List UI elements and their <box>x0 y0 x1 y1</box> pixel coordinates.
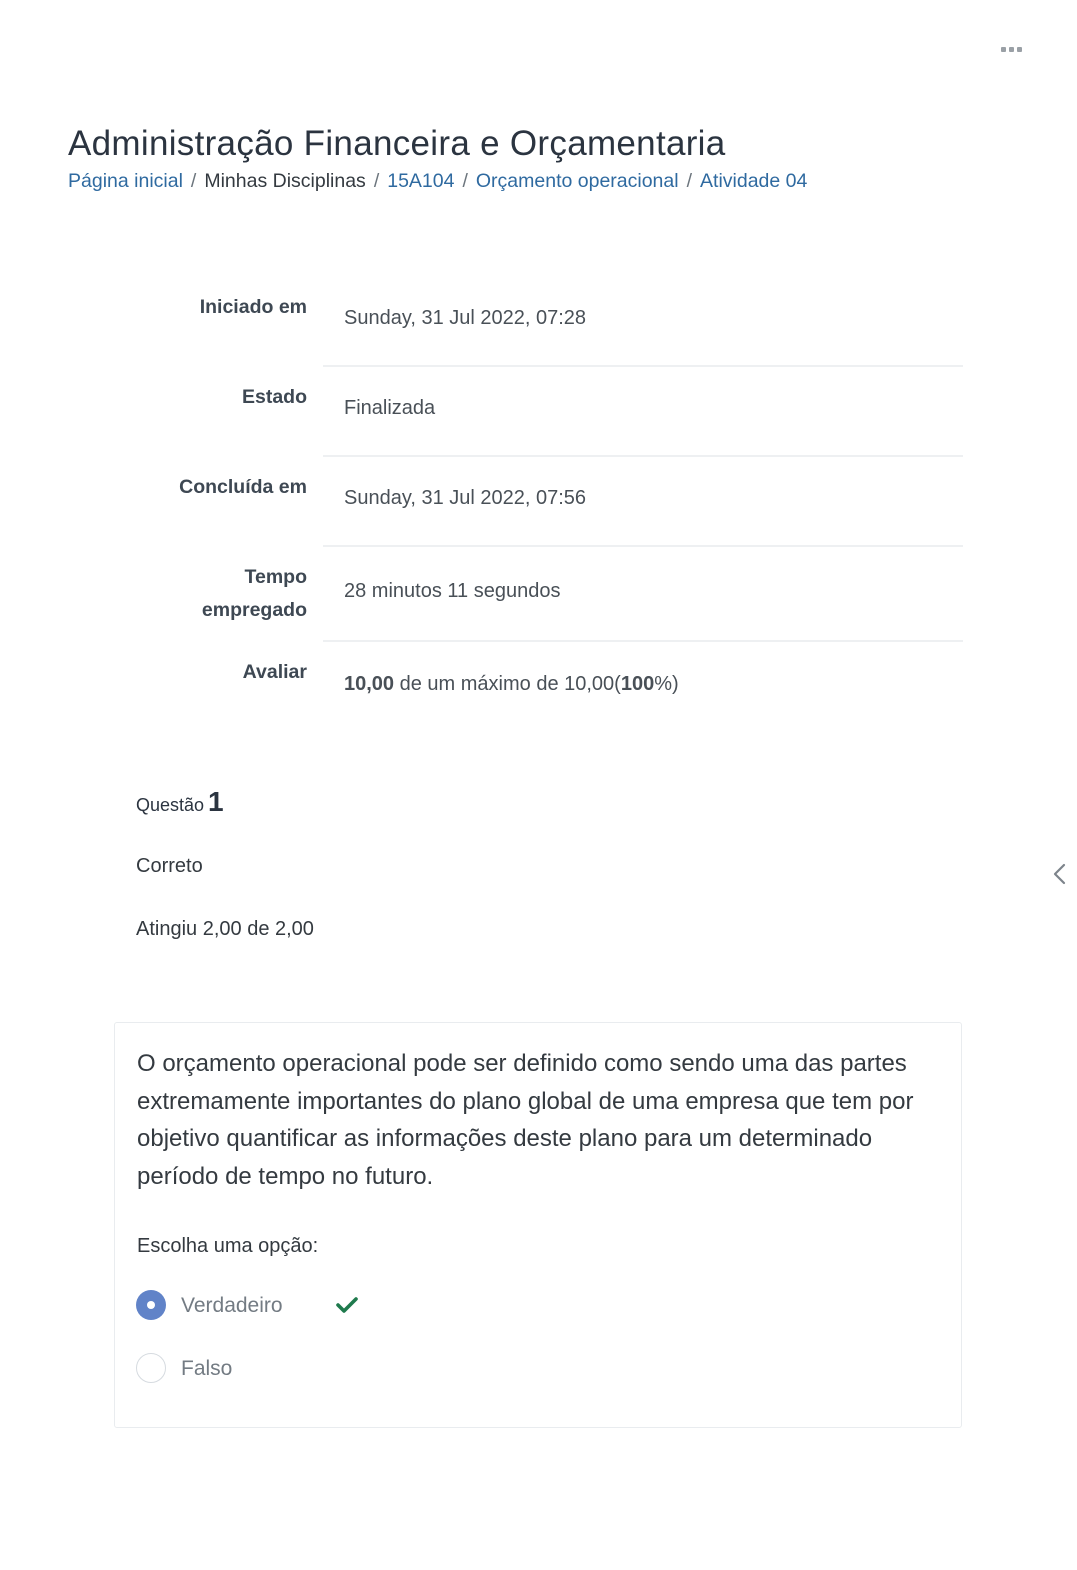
grade-value <box>344 673 679 696</box>
time-label-line2: empregado <box>201 599 307 621</box>
breadcrumb-activity[interactable]: Atividade 04 <box>700 170 808 192</box>
radio-button[interactable] <box>136 1353 166 1383</box>
option-label: Falso <box>181 1357 233 1380</box>
row-divider <box>323 455 963 457</box>
breadcrumb-separator: / <box>190 170 197 192</box>
time-value: 28 minutos 11 segundos <box>344 580 561 602</box>
completed-value: Sunday, 31 Jul 2022, 07:56 <box>344 487 587 509</box>
question-content-box <box>114 1022 962 1428</box>
option-label: Verdadeiro <box>181 1294 283 1317</box>
breadcrumb-section[interactable]: Orçamento operacional <box>475 170 679 192</box>
correct-check-icon <box>336 1296 358 1314</box>
question-number <box>136 786 224 818</box>
row-divider <box>323 365 963 367</box>
breadcrumb-separator: / <box>373 170 380 192</box>
grade-max-text: de um máximo de 10,00( <box>394 673 621 695</box>
question-number-value: 1 <box>208 786 224 817</box>
chevron-left-icon[interactable] <box>1050 862 1070 886</box>
breadcrumb-separator: / <box>686 170 693 192</box>
question-text: O orçamento operacional pode ser definido como sendo uma das partes extremamente importantes do plano global de uma empresa que tem por objetivo quantificar as informações deste plano para um determinado período de tempo no futuro. <box>137 1050 914 1191</box>
started-label: Iniciado em <box>199 296 307 318</box>
row-divider <box>323 545 963 547</box>
more-options-icon[interactable] <box>1001 44 1025 56</box>
question-grade: Atingiu 2,00 de 2,00 <box>136 918 314 940</box>
breadcrumb-separator: / <box>462 170 468 192</box>
question-prompt: Escolha uma opção: <box>137 1235 319 1257</box>
time-label-line1: Tempo <box>244 566 307 588</box>
question-state: Correto <box>136 855 203 877</box>
time-label <box>67 561 307 627</box>
state-label: Estado <box>241 386 307 408</box>
row-divider <box>323 640 963 642</box>
started-value: Sunday, 31 Jul 2022, 07:28 <box>344 307 587 329</box>
grade-label: Avaliar <box>242 661 307 683</box>
breadcrumb-course-code[interactable]: 15A104 <box>387 170 455 192</box>
completed-label: Concluída em <box>179 476 307 498</box>
breadcrumb-my-courses: Minhas Disciplinas <box>204 170 366 192</box>
grade-percent: 100 <box>620 673 655 695</box>
page-title: Administração Financeira e Orçamentaria <box>68 124 726 163</box>
question-prefix: Questão <box>136 795 205 815</box>
breadcrumb <box>68 170 807 193</box>
grade-percent-suffix: %) <box>654 673 679 695</box>
breadcrumb-home[interactable]: Página inicial <box>68 170 183 192</box>
grade-score: 10,00 <box>344 673 395 695</box>
radio-button-selected[interactable] <box>136 1290 166 1320</box>
state-value: Finalizada <box>344 397 436 419</box>
